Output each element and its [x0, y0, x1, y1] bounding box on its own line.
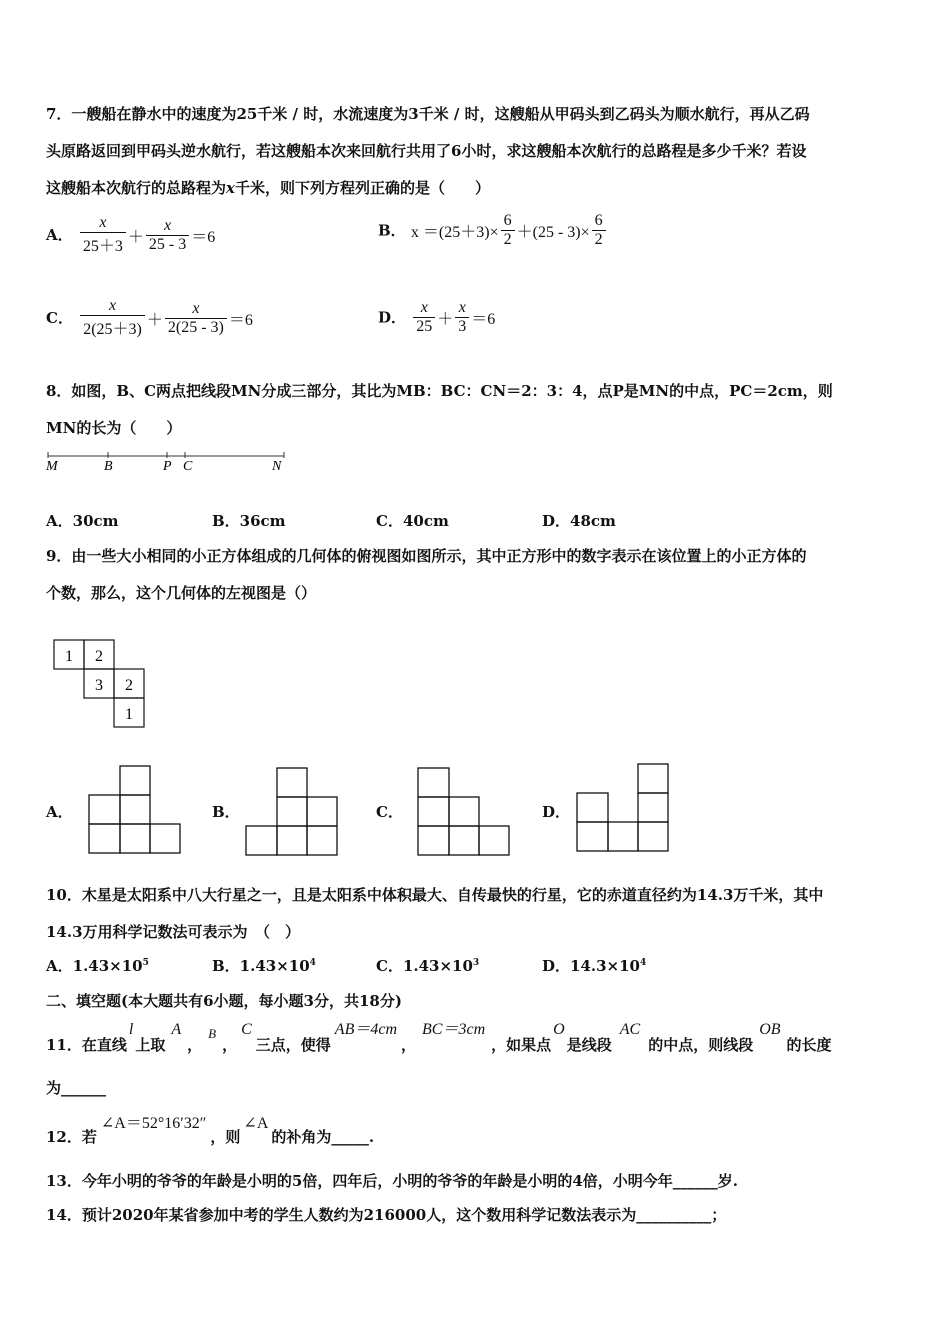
- point-label-n: N: [272, 459, 282, 474]
- q7-line3: 这艘船本次航行的总路程为x千米，则下列方程列正确的是（ ）: [46, 179, 490, 197]
- top-view-grid: [52, 638, 152, 730]
- q7-option-d[interactable]: D． $\frac{x}{25}$ ＋ $\frac{x}{3}$ ＝6: [378, 299, 496, 335]
- grid-number: 1: [125, 706, 133, 723]
- point-label-m: M: [46, 459, 58, 474]
- q9-line1: 9．由一些大小相同的小正方体组成的几何体的俯视图如图所示，其中正方形中的数字表示在该位置上的小正方体的: [46, 547, 807, 565]
- q10-option-a[interactable]: A．$1.43\times 10^5$: [46, 957, 149, 975]
- q11-line1: 11．在直线l上取A，B，C三点，使得AB＝4cm，BC＝3cm，如果点O是线段AC的中点，则线段OB的长度: [46, 1021, 832, 1054]
- q10-line2: 14.3万用科学记数法可表示为 （ ）: [46, 923, 301, 941]
- q14-line: 14．预计2020年某省参加中考的学生人数约为216000人，这个数用科学记数法表示为__________；: [46, 1206, 727, 1224]
- q9-line2: 个数，那么，这个几何体的左视图是（）: [46, 584, 317, 602]
- q9-option-a[interactable]: A．: [46, 803, 73, 821]
- q7-line1: 7．一艘船在静水中的速度为25千米 / 时，水流速度为3千米 / 时，这艘船从甲码头到乙码头为顺水航行，再从乙码: [46, 105, 810, 123]
- view-option-b[interactable]: [243, 766, 341, 858]
- grid-number: 2: [95, 648, 103, 665]
- q10-option-c[interactable]: C．$1.43\times 10^3$: [376, 957, 480, 975]
- q8-line2: MN的长为（ ）: [46, 419, 182, 437]
- q12-line: 12．若∠A＝52°16′32″，则∠A的补角为_____.: [46, 1115, 375, 1146]
- view-option-c[interactable]: [415, 766, 513, 858]
- view-option-a[interactable]: [86, 764, 184, 856]
- point-label-c: C: [183, 459, 193, 474]
- q7-line2: 头原路返回到甲码头逆水航行，若这艘船本次来回航行共用了6小时，求这艘船本次航行的总路程是多少千米？若设: [46, 142, 807, 160]
- q10-option-b[interactable]: B．$1.43\times 10^4$: [212, 957, 316, 975]
- q7-option-a[interactable]: A． $\frac{x}{25+3}$ ＋ $\frac{x}{25 - 3}$ ＝6: [46, 214, 216, 255]
- point-label-p: P: [163, 459, 172, 474]
- segment-mn-figure: [44, 450, 294, 476]
- grid-number: 2: [125, 677, 133, 694]
- q10-option-d[interactable]: D．$14.3\times 10^4$: [542, 957, 647, 975]
- q10-line1: 10．木星是太阳系中八大行星之一，且是太阳系中体积最大、自传最快的行星，它的赤道直径约为14.3万千米，其中: [46, 886, 824, 904]
- q11-line2: 为______: [46, 1079, 107, 1097]
- q8-option-c[interactable]: C．40cm: [376, 512, 449, 530]
- q13-line: 13．今年小明的爷爷的年龄是小明的5倍，四年后，小明的爷爷的年龄是小明的4倍，小明今年______岁.: [46, 1172, 738, 1190]
- q9-option-c[interactable]: C．: [376, 803, 403, 821]
- q7-option-b[interactable]: B． x ＝(25＋3)× $\frac{6}{2}$ ＋(25 - 3)× $\frac{6}{2}$: [378, 212, 608, 249]
- q8-option-a[interactable]: A．30cm: [46, 512, 119, 530]
- section-heading: 二、填空题(本大题共有6小题，每小题3分，共18分): [46, 992, 402, 1010]
- q8-option-d[interactable]: D．48cm: [542, 512, 616, 530]
- q9-option-d[interactable]: D．: [542, 803, 571, 821]
- grid-number: 3: [95, 677, 103, 694]
- q8-line1: 8．如图，B、C两点把线段MN分成三部分，其比为MB：BC：CN＝2：3：4，点P是MN的中点，PC＝2cm，则: [46, 382, 833, 400]
- q9-option-b[interactable]: B．: [212, 803, 240, 821]
- point-label-b: B: [104, 459, 113, 474]
- grid-number: 1: [65, 648, 73, 665]
- q8-option-b[interactable]: B．36cm: [212, 512, 286, 530]
- q7-option-c[interactable]: C． $\frac{x}{2(25+3)}$ ＋ $\frac{x}{2(25 - 3)}$ ＝6: [46, 297, 253, 338]
- view-option-d[interactable]: [574, 762, 672, 856]
